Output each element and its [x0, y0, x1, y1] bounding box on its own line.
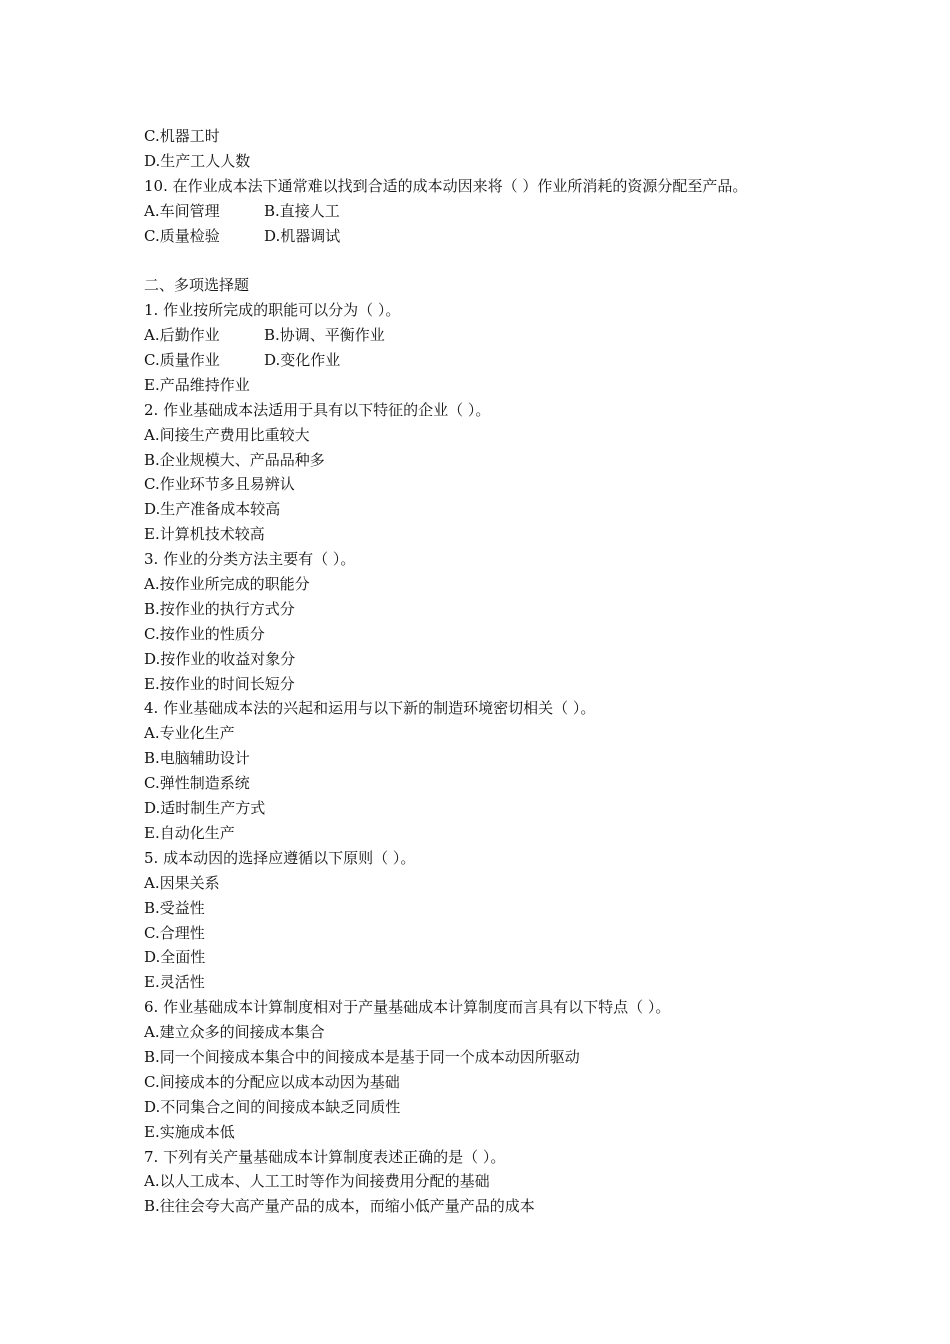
- option: A.建立众多的间接成本集合: [144, 1023, 325, 1042]
- option: D.不同集合之间的间接成本缺乏同质性: [144, 1097, 401, 1116]
- option: B.受益性: [144, 898, 205, 917]
- option: A.间接生产费用比重较大: [144, 425, 310, 444]
- option-row: [144, 199, 824, 224]
- option-row: [144, 323, 824, 348]
- option: B.协调、平衡作业: [264, 326, 385, 345]
- option: E.计算机技术较高: [144, 525, 265, 544]
- option: E.实施成本低: [144, 1122, 235, 1141]
- option: A.后勤作业: [144, 326, 220, 345]
- option: D.变化作业: [264, 351, 341, 370]
- option: B.按作业的执行方式分: [144, 599, 295, 618]
- option: E.产品维持作业: [144, 375, 250, 394]
- option: C.间接成本的分配应以成本动因为基础: [144, 1072, 400, 1091]
- blank-line: [144, 248, 824, 273]
- option: A.专业化生产: [144, 724, 235, 743]
- option: A.按作业所完成的职能分: [144, 575, 310, 594]
- question-stem: 4. 作业基础成本法的兴起和运用与以下新的制造环境密切相关（ ）。: [144, 699, 596, 718]
- text-line: D.生产工人人数: [144, 151, 251, 170]
- option: A.以人工成本、人工工时等作为间接费用分配的基础: [144, 1172, 490, 1191]
- question-stem: 10. 在作业成本法下通常难以找到合适的成本动因来将（ ）作业所消耗的资源分配至产品。: [144, 176, 748, 195]
- option: C.作业环节多且易辨认: [144, 475, 295, 494]
- option: B.同一个间接成本集合中的间接成本是基于同一个成本动因所驱动: [144, 1047, 580, 1066]
- option: C.质量作业: [144, 351, 220, 370]
- option: E.按作业的时间长短分: [144, 674, 295, 693]
- option: D.按作业的收益对象分: [144, 649, 296, 668]
- question-stem: 6. 作业基础成本计算制度相对于产量基础成本计算制度而言具有以下特点（ ）。: [144, 998, 671, 1017]
- question-stem: 5. 成本动因的选择应遵循以下原则（ ）。: [144, 848, 416, 867]
- option: A.因果关系: [144, 873, 220, 892]
- option: C.按作业的性质分: [144, 624, 265, 643]
- option: D.机器调试: [264, 226, 341, 245]
- question-stem: 2. 作业基础成本法适用于具有以下特征的企业（ ）。: [144, 400, 491, 419]
- option: E.灵活性: [144, 973, 205, 992]
- option: B.电脑辅助设计: [144, 749, 250, 768]
- section-title: 二、多项选择题: [144, 276, 250, 295]
- option-row: [144, 348, 824, 373]
- option: B.直接人工: [264, 201, 340, 220]
- document-body: [144, 124, 824, 1219]
- question-stem: 1. 作业按所完成的职能可以分为（ ）。: [144, 301, 401, 320]
- option: D.全面性: [144, 948, 206, 967]
- question-stem: 7. 下列有关产量基础成本计算制度表述正确的是（ ）。: [144, 1147, 506, 1166]
- option: E.自动化生产: [144, 823, 235, 842]
- option: D.生产准备成本较高: [144, 500, 281, 519]
- option: C.合理性: [144, 923, 205, 942]
- option: B.往往会夸大高产量产品的成本，而缩小低产量产品的成本: [144, 1197, 535, 1216]
- option: C.弹性制造系统: [144, 774, 250, 793]
- option: D.适时制生产方式: [144, 799, 266, 818]
- option: B.企业规模大、产品品种多: [144, 450, 325, 469]
- option: C.质量检验: [144, 226, 220, 245]
- option-row: [144, 224, 824, 249]
- option: A.车间管理: [144, 201, 220, 220]
- text-line: C.机器工时: [144, 127, 220, 145]
- question-stem: 3. 作业的分类方法主要有（ ）。: [144, 550, 356, 569]
